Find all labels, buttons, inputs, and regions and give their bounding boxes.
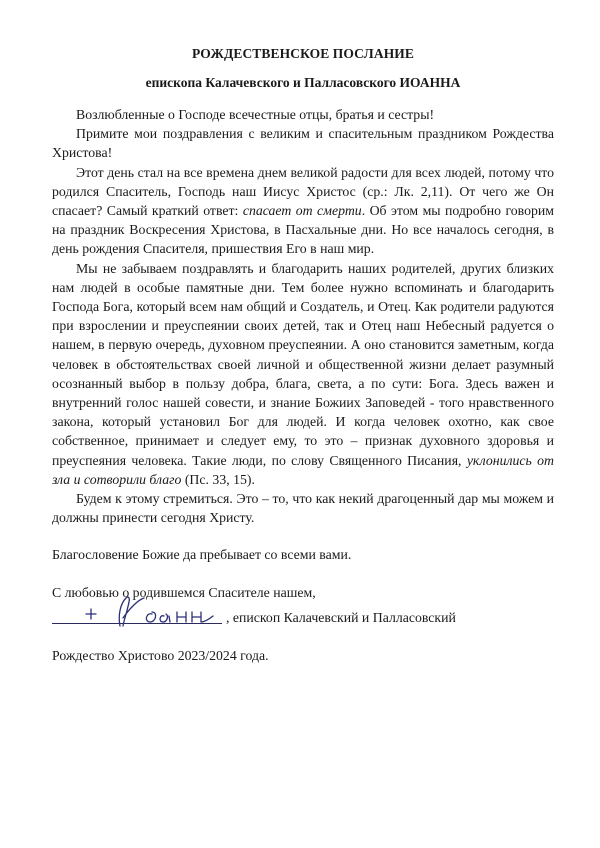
paragraph-savior-text-b: . Об этом мы подробно говорим на праздник Воскресения Христова, в Пасхальные дни. Но все началось сегодня, в день рождения Спасителя, пришествия Его в наш мир.	[52, 203, 554, 257]
closing-line: С любовью о родившемся Спасителе нашем,	[52, 584, 316, 600]
blessing-line: Благословение Божие да пребывает со всеми вами.	[52, 547, 352, 563]
paragraph-savior-text-a: Этот день стал на все времена днем великой радости для всех людей, потому что родился Спаситель, Господь наш Иисус Христос (ср.: Лк. 2,11). От чего же Он спасает? Самый краткий ответ:	[52, 164, 554, 219]
paragraph-gratitude	[52, 259, 554, 489]
letter-title: РОЖДЕСТВЕНСКОЕ ПОСЛАНИЕ	[191, 46, 414, 61]
paragraph-gratitude-text-b: (Пс. 33, 15).	[181, 471, 255, 487]
paragraph-congratulation: Примите мои поздравления с великим и спасительным праздником Рождества Христова!	[52, 126, 554, 161]
paragraph-gratitude-quote: уклонились от зла и сотворили благо	[52, 452, 554, 487]
paragraph-savior-emphasis: спасает от смерти	[242, 203, 362, 219]
date-line: Рождество Христово 2023/2024 года.	[52, 647, 269, 663]
paragraph-savior	[52, 163, 554, 259]
greeting: Возлюбленные о Господе всечестные отцы, братья и сестры!	[76, 107, 435, 122]
handwritten-signature	[80, 588, 230, 630]
signature-title: , епископ Калачевский и Палласовский	[226, 609, 456, 625]
letter-subtitle: епископа Калачевского и Палласовского ИОАННА	[145, 75, 461, 90]
paragraph-gratitude-text-a: Мы не забываем поздравлять и благодарить наших родителей, других близких нам людей в особые памятные дни. Тем более нужно вспоминать и благодарить Господа Бога, который всем нам общий и Создатель, и Отец. Как родители радуются при взрослении и преуспеянии своих детей, так и Отец наш Небесный радуется о нашем, в первую очередь, духовном преуспеянии. А оно становится заметным, когда человек в обстоятельствах своей личной и общественной жизни делает разумный осознанный выбор в пользу добра, блага, света, а по сути: Бога. Здесь важен и внутренний голос нашей совести, и знание Божиих Заповедей - того нравственного закона, который установил Бог для людей. И когда человек охотно, как свое собственное, принимает и следует ему, то это – признак духовного здоровья и преуспеяния человека. Такие люди, по слову Священного Писания,	[52, 260, 554, 468]
paragraph-aspiration: Будем к этому стремиться. Это – то, что как некий драгоценный дар мы можем и должны принести сегодня Христу.	[52, 491, 554, 526]
signature-row	[52, 604, 554, 630]
